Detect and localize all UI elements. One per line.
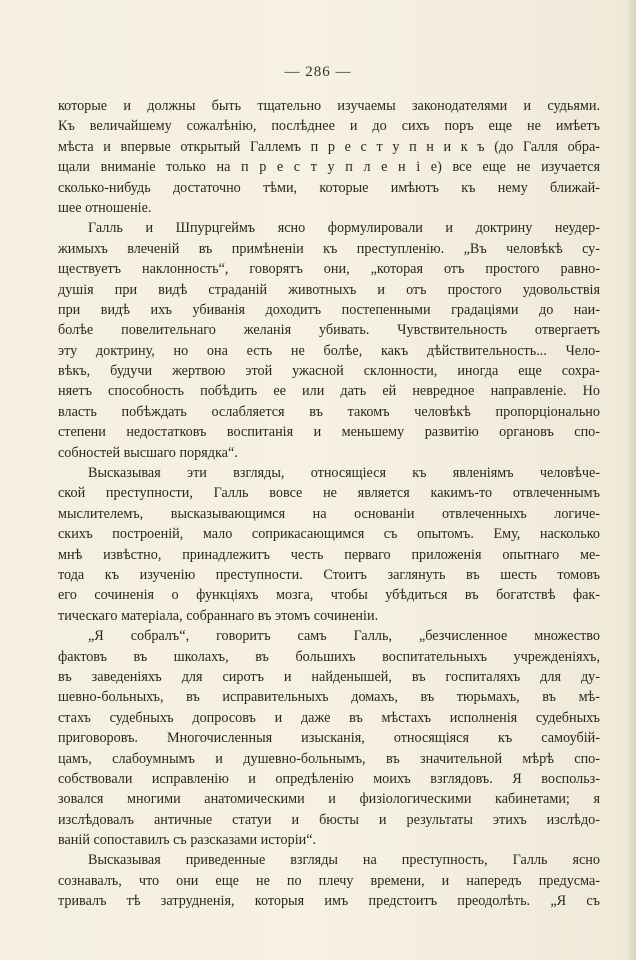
text-line: цамъ, слабоумнымъ и душевно-больнымъ, въ значительной мѣрѣ спо-: [58, 750, 600, 767]
text-line: сколько-нибудь достаточно тѣми, которые имѣютъ къ нему ближай-: [58, 179, 600, 196]
text-line: его сочиненія о функціяхъ мозга, чтобы убѣдиться въ богатствѣ фак-: [58, 587, 600, 604]
text-line: Высказывая эти взгляды, относящіеся къ явленіямъ человѣче-: [88, 465, 600, 482]
text-line: мнѣ извѣстно, принадлежитъ честь перваго приложенія опытнаго ме-: [58, 546, 600, 563]
text-line: ществуетъ наклонность“, говорятъ они, „которая отъ простого равно-: [58, 261, 600, 278]
text-line: степени недостатковъ воспитанія и меньшему развитію органовъ спо-: [58, 424, 600, 441]
text-line: мѣста и впервые открытый Галлемъ п р е с т у п н и к ъ (до Галля обра-: [58, 138, 600, 155]
text-line: зовался многими анатомическими и физіологическими кабинетами; я: [58, 791, 600, 808]
text-line: мыслителемъ, высказывающимся на основаніи отвлеченныхъ логиче-: [58, 505, 600, 522]
text-line: ваній сопоставилъ съ разсказами исторіи“.: [58, 832, 317, 849]
text-line: въ заведеніяхъ для сиротъ и найденышей, въ госпиталяхъ для ду-: [58, 668, 600, 685]
text-line: сознавалъ, что они еще не по плечу времени, и напередъ предусма-: [58, 872, 600, 889]
text-line: душія при видѣ страданій животныхъ и отъ простого удовольствія: [58, 281, 600, 298]
text-line: фактовъ въ школахъ, въ большихъ воспитательныхъ учрежденіяхъ,: [58, 648, 600, 665]
text-line: эту доктрину, но она есть не болѣе, какъ дѣйствительность... Чело-: [58, 342, 600, 359]
text-line: стахъ судебныхъ допросовъ и даже въ мѣстахъ исполненія судебныхъ: [58, 709, 600, 726]
body-text: [58, 96, 600, 912]
text-line: которые и должны быть тщательно изучаемы законодателями и судьями.: [58, 98, 600, 114]
text-line: Къ величайшему сожалѣнію, послѣднее и до сихъ поръ еще не имѣетъ: [58, 118, 600, 135]
text-line: изслѣдовалъ античные статуи и бюсты и результаты этихъ изслѣдо-: [58, 811, 600, 828]
text-line: тривалъ тѣ затрудненія, которыя имъ предстоитъ преодолѣть. „Я съ: [58, 893, 600, 910]
text-line: приговоровъ. Многочисленныя изысканія, относящіяся къ самоубій-: [58, 730, 600, 747]
text-line: няетъ способность побѣдить ее или дать ей невредное направленіе. Но: [58, 383, 600, 400]
text-line: „Я собралъ“, говоритъ самъ Галль, „безчисленное множество: [88, 628, 600, 645]
text-line: тическаго матеріала, собраннаго въ этомъ сочиненіи.: [58, 607, 379, 624]
text-line: щали вниманіе только на п р е с т у п л е н і е) все еще не изучается: [58, 159, 600, 176]
text-line: тода къ изученію преступности. Стоитъ заглянуть въ шесть томовъ: [58, 566, 600, 583]
page-number: — 286 —: [284, 64, 352, 80]
text-line: жимыхъ влеченій въ примѣненіи къ преступленію. „Въ человѣкѣ су-: [58, 240, 600, 257]
text-line: вѣкъ, будучи жертвою этой ужасной склонности, иногда еще сохра-: [58, 363, 600, 380]
text-line: скихъ построеній, мало соприкасающимся съ опытомъ. Ему, насколько: [58, 526, 600, 543]
text-line: Галль и Шпурцгеймъ ясно формулировали и доктрину неудер-: [88, 220, 600, 237]
text-line: власть побѣждать ослабляется въ такомъ человѣкѣ пропорціонально: [58, 403, 600, 420]
text-line: Высказывая приведенные взгляды на преступность, Галль ясно: [88, 852, 600, 869]
text-line: шее отношеніе.: [58, 199, 152, 216]
text-line: собностей высшаго порядка“.: [58, 444, 238, 461]
text-line: ской преступности, Галль вовсе не является какимъ-то отвлеченнымъ: [58, 485, 600, 502]
text-line: шевно-больныхъ, въ исправительныхъ домахъ, въ тюрьмахъ, въ мѣ-: [58, 689, 600, 706]
text-line: собствовали исправленію и опредѣленію моихъ взглядовъ. Я воспольз-: [58, 770, 600, 787]
page-edge-shadow: [626, 0, 636, 960]
text-line: при видѣ ихъ убиванія доходитъ постепенными градаціями до наи-: [58, 301, 600, 318]
text-line: болѣе повелительнаго желанія убивать. Чувствительность отвергаетъ: [58, 322, 600, 339]
